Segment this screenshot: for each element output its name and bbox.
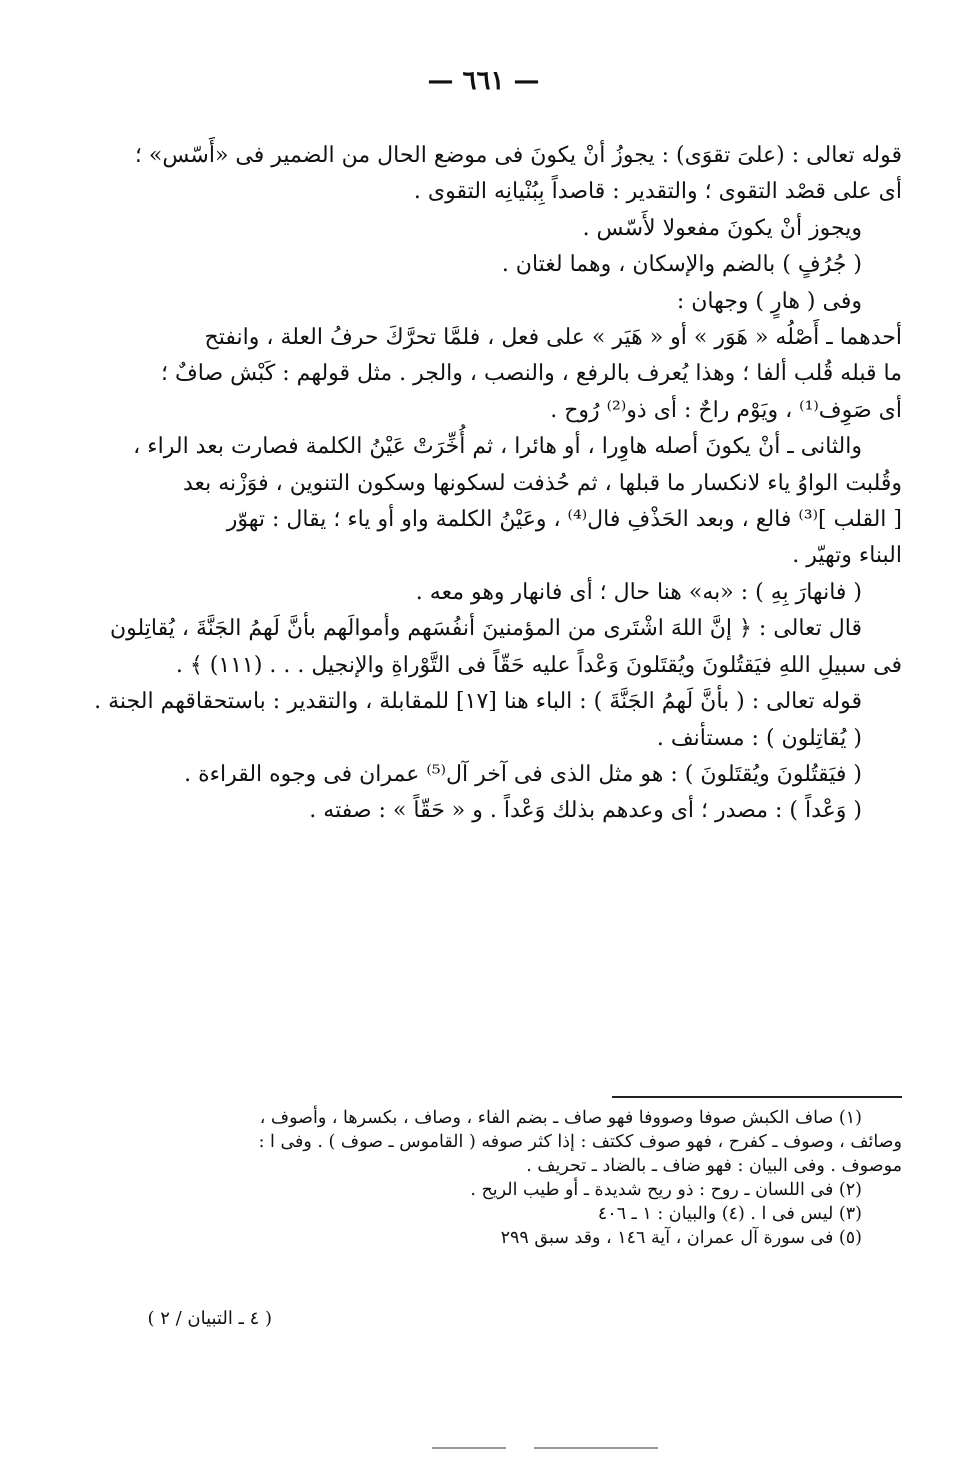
text-line: [ القلب ]⁽³⁾ فالع ، وبعد الحَذْفِ فال⁽⁴⁾ ، وعَيْنُ الكلمة واو أو ياء ؛ يقال : تهوّر — [226, 507, 902, 533]
text-line: قال تعالى : ﴿ إنَّ اللهَ اشْتَرى من المؤمنينَ أنفُسَهم وأموالَهم بأنَّ لَهمُ الجَنَّةَ ، يُقاتِلون — [110, 616, 862, 642]
text-line: أى على قصْد التقوى ؛ والتقدير : قاصداً بِبُنْيانِه التقوى . — [413, 179, 902, 205]
text-line: ويجوز أنْ يكونَ مفعولا لأَسّس . — [582, 215, 862, 241]
text-line: فى سبيلِ اللهِ فيَقتُلونَ ويُقتَلونَ وَعْداً عليه حَقّاً فى التَّوْراةِ والإنجيل . . . (١١١) ﴾ . — [175, 652, 902, 678]
footnote-separator — [612, 1096, 902, 1098]
text-line: البناء وتهيّر . — [792, 543, 902, 569]
scan-artifact — [534, 1447, 658, 1449]
footnote-line: (٥) فى سورة آل عمران ، آية ١٤٦ ، وقد سبق ٢٩٩ — [500, 1228, 862, 1248]
footnote-line: وصائف ، وصوف ـ كفرح ، فهو صوف ككتف : إذا كثر صوفه ( القاموس ـ صوف ) . وفى ا : — [258, 1132, 902, 1152]
main-text — [62, 138, 902, 830]
text-line: ( فيَقتُلونَ ويُقتَلونَ ) : هو مثل الذى فى آخر آل⁽⁵⁾ عمران فى وجوه القراءة . — [184, 761, 862, 787]
scan-artifact — [432, 1447, 506, 1449]
footnote-line: (٢) فى اللسان ـ روح : ذو ريح شديدة ـ أو طيب الريح . — [470, 1180, 862, 1200]
page-number: — ٦٦١ — — [427, 66, 540, 96]
footnote-line: (١) صاف الكبش صوفا وصووفا فهو صاف ـ بضم الفاء ، وصاف ، بكسرها ، وأصوف ، — [259, 1108, 862, 1128]
text-line: قوله تعالى : ( بأنَّ لَهمُ الجَنَّةَ ) : الباء هنا [١٧] للمقابلة ، والتقدير : باستحقاقهم الجنة . — [94, 689, 862, 715]
text-line: قوله تعالى : (علىَ تقوَى) : يجوزُ أنْ يكونَ فى موضع الحال من الضمير فى «أَسّس» ؛ — [134, 143, 902, 168]
text-line: ( جُرُفٍ ) بالضم والإسكان ، وهما لغتان . — [501, 252, 862, 278]
text-line: ( يُقاتِلون ) : مستأنف . — [656, 725, 862, 751]
text-line: والثانى ـ أنْ يكونَ أصله هاوِرا ، أو هائرا ، ثم أُخِّرَتْ عَيْنُ الكلمة فصارت بعد الراء ، — [133, 434, 862, 460]
text-line: أى صَوِف⁽¹⁾ ، ويَوْم راحٌ : أى ذو⁽²⁾ رُوح . — [550, 397, 902, 423]
footnote-line: (٣) ليس فى ا . (٤) والبيان : ١ ـ ٤٠٦ — [597, 1204, 862, 1224]
text-line: وفى ( هارٍ ) وجهان : — [676, 288, 862, 314]
text-line: أحدهما ـ أَصْلُه « هَوَر » أو « هَيَر » على فعل ، فلمَّا تحرَّكَ حرفُ العلة ، وانفتح — [204, 325, 902, 351]
signature-line: ( ٤ ـ التبيان / ٢ ) — [147, 1308, 272, 1329]
footnotes — [62, 1106, 902, 1250]
text-line: ( فانهارَ بِهِ ) : «به» هنا حال ؛ أى فانهار وهو معه . — [415, 579, 862, 605]
text-line: ( وَعْداً ) : مصدر ؛ أى وعدهم بذلك وَعْداً . و « حَقّاً » : صفته . — [309, 798, 862, 824]
footnote-line: موصوف . وفى البيان : فهو ضاف ـ بالضاد ـ تحريف . — [526, 1156, 902, 1176]
text-line: ما قبله قُلب ألفا ؛ وهذا يُعرف بالرفع ، والنصب ، والجر . مثل قولهم : كَبْش صافٌ ؛ — [160, 361, 902, 387]
text-line: وقُلبت الواوُ ياء لانكسار ما قبلها ، ثم حُذفت لسكونها وسكون التنوين ، فوَزْنه بعد — [182, 470, 902, 496]
